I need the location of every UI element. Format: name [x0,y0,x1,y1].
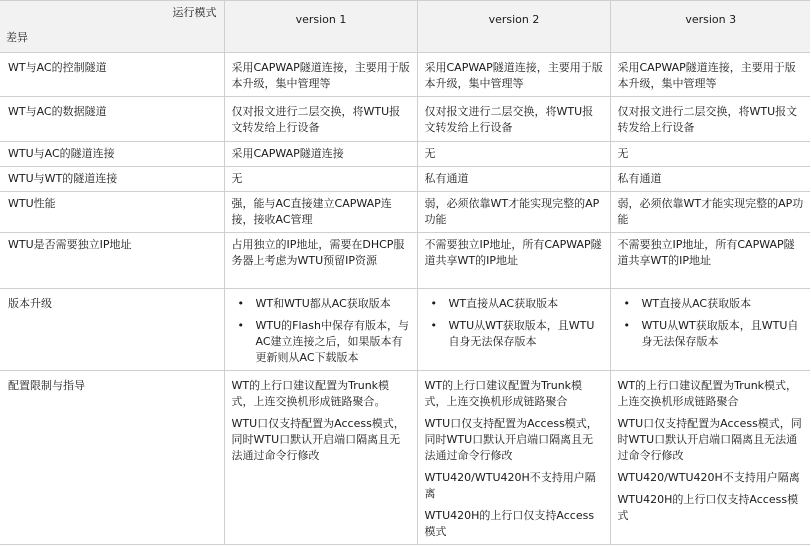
row-label: WTU与AC的隧道连接 [0,142,224,167]
version-1-header: version 1 [224,1,417,53]
table-row [0,371,810,545]
bullet-list [425,296,604,350]
table-cell [224,289,417,371]
version-2-header: version 2 [417,1,610,53]
table-cell: WT的上行口建议配置为Trunk模式，上连交换机形成链路聚合。 WTU口仅支持配置为Access模式，同时WTU口默认开启端口隔离且无法通过命令行修改 [224,371,417,545]
bullet-list [618,296,805,350]
table-cell: 无 [224,167,417,192]
list-item: • WT直接从AC获取版本 [623,297,752,310]
table-cell: 弱，必须依靠WT才能实现完整的AP功能 [617,197,804,226]
table-row [0,233,810,289]
table-cell: 不需要独立IP地址，所有CAPWAP隧道共享WT的IP地址 [417,233,610,289]
difference-label: 差异 [6,31,28,44]
table-cell: 采用CAPWAP隧道连接 [224,142,417,167]
bullet-icon: • [237,319,244,332]
table-cell: WT的上行口建议配置为Trunk模式，上连交换机形成链路聚合 WTU口仅支持配置为Access模式，同时WTU口默认开启端口隔离且无法通过命令行修改 WTU420/WTU420H不支持用户隔离 WTU420H的上行口仅支持Access模式 [417,371,610,545]
table-cell: 仅对报文进行二层交换，将WTU报文转发给上行设备 [617,105,798,134]
row-label: 配置限制与指导 [0,371,224,545]
header-row [0,1,810,53]
list-item: • WTU从WT获取版本，且WTU自身无法保存版本 [623,319,799,348]
table-cell: 弱，必须依靠WT才能实现完整的AP功能 [417,192,610,233]
table-cell: 私有通道 [417,167,610,192]
bullet-icon: • [430,319,437,332]
table-cell: WT的上行口建议配置为Trunk模式，上连交换机形成链路聚合 WTU口仅支持配置为Access模式，同时WTU口默认开启端口隔离且无法通过命令行修改 WTU420/WTU420H不支持用户隔离 WTU420H的上行口仅支持Access模式 [617,379,802,522]
table-cell: 采用CAPWAP隧道连接，主要用于版本升级，集中管理等 [617,61,796,90]
table-cell: 采用CAPWAP隧道连接，主要用于版本升级，集中管理等 [417,53,610,97]
table-row [0,192,810,233]
table-row [0,53,810,97]
table-cell: 仅对报文进行二层交换，将WTU报文转发给上行设备 [224,97,417,142]
row-label: 版本升级 [0,289,224,371]
list-item: • WT和WTU都从AC获取版本 [237,297,391,310]
bullet-icon: • [430,297,437,310]
row-label: WT与AC的控制隧道 [0,53,224,97]
table-cell: 仅对报文进行二层交换，将WTU报文转发给上行设备 [417,97,610,142]
row-label: WT与AC的数据隧道 [0,97,224,142]
table-cell [417,289,610,371]
table-cell: 不需要独立IP地址，所有CAPWAP隧道共享WT的IP地址 [617,238,795,267]
bullet-list [232,296,411,366]
table-row [0,97,810,142]
bullet-icon: • [237,297,244,310]
table-cell: 无 [417,142,610,167]
bullet-icon: • [623,297,630,310]
row-label: WTU是否需要独立IP地址 [0,233,224,289]
list-item: • WTU的Flash中保存有版本，与AC建立连接之后，如果版本有更新则从AC下载版本 [237,319,409,364]
list-item: • WTU从WT获取版本，且WTU自身无法保存版本 [430,319,595,348]
table-row [0,289,810,371]
version-3-header: version 3 [685,13,737,26]
table-row [0,142,810,167]
bullet-icon: • [623,319,630,332]
table-cell: 采用CAPWAP隧道连接，主要用于版本升级，集中管理等 [224,53,417,97]
row-label: WTU性能 [0,192,224,233]
table-cell: 强，能与AC直接建立CAPWAP连接，接收AC管理 [224,192,417,233]
corner-header-cell [0,1,224,53]
table-row [0,167,810,192]
table-cell: 私有通道 [617,172,662,185]
table-cell [610,289,810,371]
table-cell: 无 [617,147,629,160]
table-cell: 占用独立的IP地址，需要在DHCP服务器上考虑为WTU预留IP资源 [224,233,417,289]
row-label: WTU与WT的隧道连接 [0,167,224,192]
list-item: • WT直接从AC获取版本 [430,297,559,310]
mode-label: 运行模式 [172,6,217,19]
